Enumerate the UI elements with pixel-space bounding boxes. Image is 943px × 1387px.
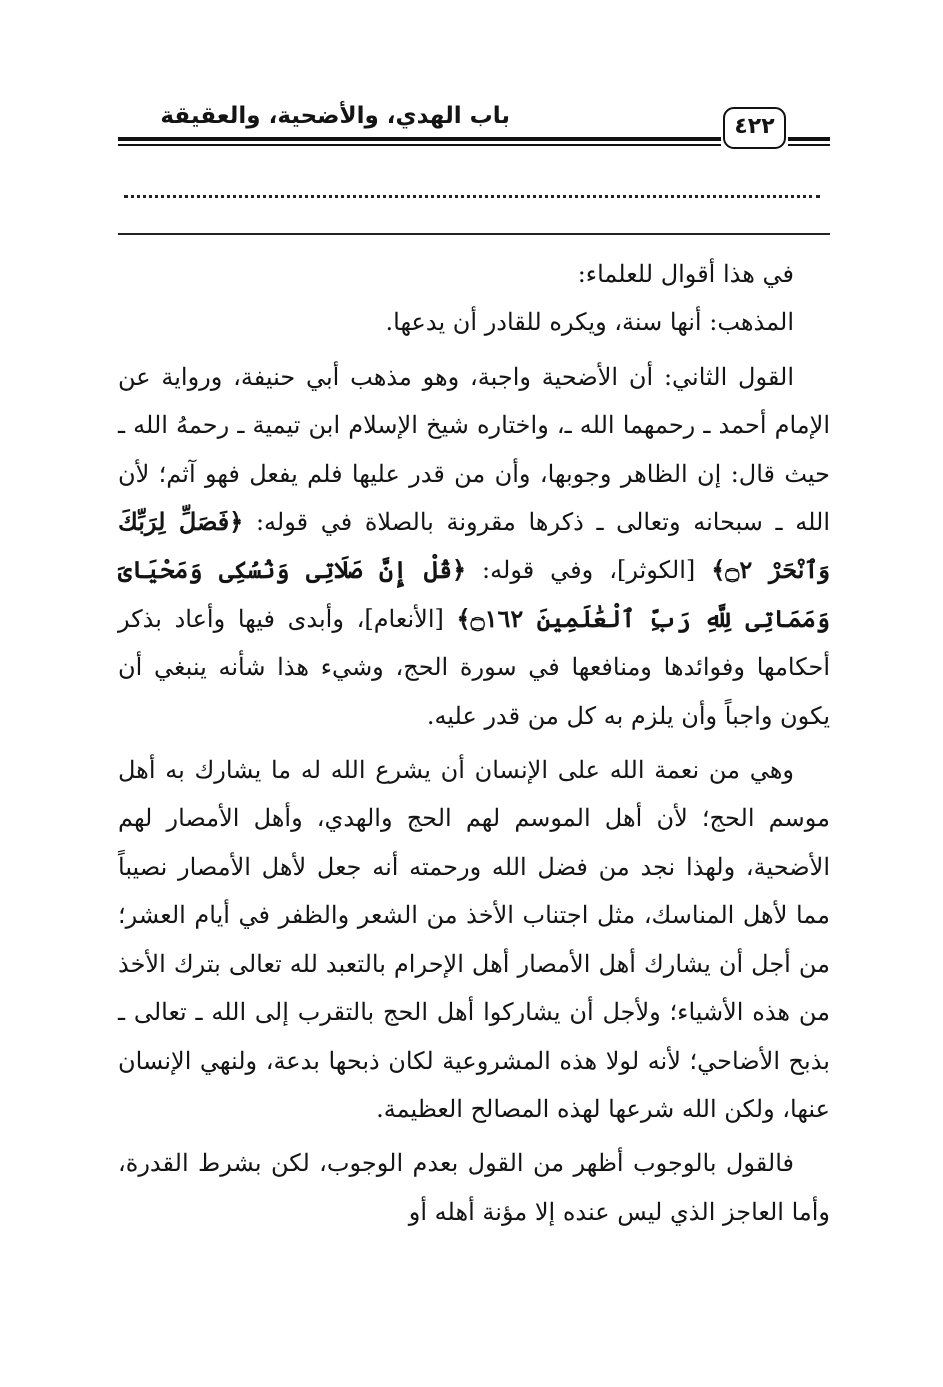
quran-verse-anam: ﴿قُلْ إِنَّ صَلَاتِى وَنُسُكِى وَمَحْيَاىَ وَمَمَاتِى لِلَّهِ رَبِّ ٱلْعَٰلَمِينَ ۝١٦٢﴾ xyxy=(118,555,830,633)
paragraph-4: وهي من نعمة الله على الإنسان أن يشرع الله له ما يشارك به أهل موسم الحج؛ لأن أهل الموسم لهم الحج والهدي، وأهل الأمصار لهم الأضحية، ولهذا نجد من فضل الله ورحمته أنه جعل لأهل الأمصار نصيباً مما لأهل المناسك، مثل اجتناب الأخذ من الشعر والظفر في أيام العشر؛ من أجل أن يشارك أهل الأمصار أهل الإحرام بالتعبد لله تعالى بترك الأخذ من هذه الأشياء؛ ولأجل أن يشاركوا أهل الحج بالتقرب إلى الله ـ تعالى ـ بذبح الأضاحي؛ لأنه لولا هذه المشروعية لكان ذبحها بدعة، ولنهي الإنسان عنها، ولكن الله شرعها لهذه المصالح العظيمة. xyxy=(118,756,830,1123)
paragraph-3-part-2: [الأنعام]، وأبدى فيها وأعاد بذكر أحكامها وفوائدها ومنافعها في سورة الحج، وشيء هذا شأنه ينبغي أن يكون واجباً وأن يلزم به كل من قدر عليه. xyxy=(118,604,830,730)
header-rule-right-thin xyxy=(788,144,830,146)
header-rule-thick xyxy=(118,137,721,141)
paragraph-3 xyxy=(118,353,830,740)
header-rule-thin xyxy=(118,144,721,146)
body-text xyxy=(118,250,830,1236)
paragraph-1: في هذا أقوال للعلماء: xyxy=(577,260,794,288)
page-header xyxy=(118,95,830,165)
header-rule-right-thick xyxy=(788,137,830,141)
paragraph-3-part-1: القول الثاني: أن الأضحية واجبة، وهو مذهب أبي حنيفة، ورواية عن الإمام أحمد ـ رحمهما الله ـ، واختاره شيخ الإسلام ابن تيمية ـ رحمهُ الله ـ حيث قال: إن الظاهر وجوبها، وأن من قدر عليها فلم يفعل فهو آثم؛ لأن الله ـ سبحانه وتعالى ـ ذكرها مقرونة بالصلاة في قوله: xyxy=(118,362,830,537)
dotted-separator xyxy=(124,195,820,198)
paragraph-2: المذهب: أنها سنة، ويكره للقادر أن يدعها. xyxy=(385,308,794,337)
surah-reference-kawthar: [الكوثر]، وفي قوله: xyxy=(466,556,712,585)
quran-verse-kawthar: ﴿فَصَلِّ لِرَبِّكَ وَٱنْحَرْ ۝٢﴾ xyxy=(118,507,831,585)
chapter-title: باب الهدي، والأضحية، والعقيقة xyxy=(160,103,510,129)
content-divider xyxy=(118,233,830,235)
paragraph-5: فالقول بالوجوب أظهر من القول بعدم الوجوب، لكن بشرط القدرة، وأما العاجز الذي ليس عنده إلا مؤنة أهله أو xyxy=(118,1149,830,1226)
page-number: ٤٢٢ xyxy=(723,107,786,149)
